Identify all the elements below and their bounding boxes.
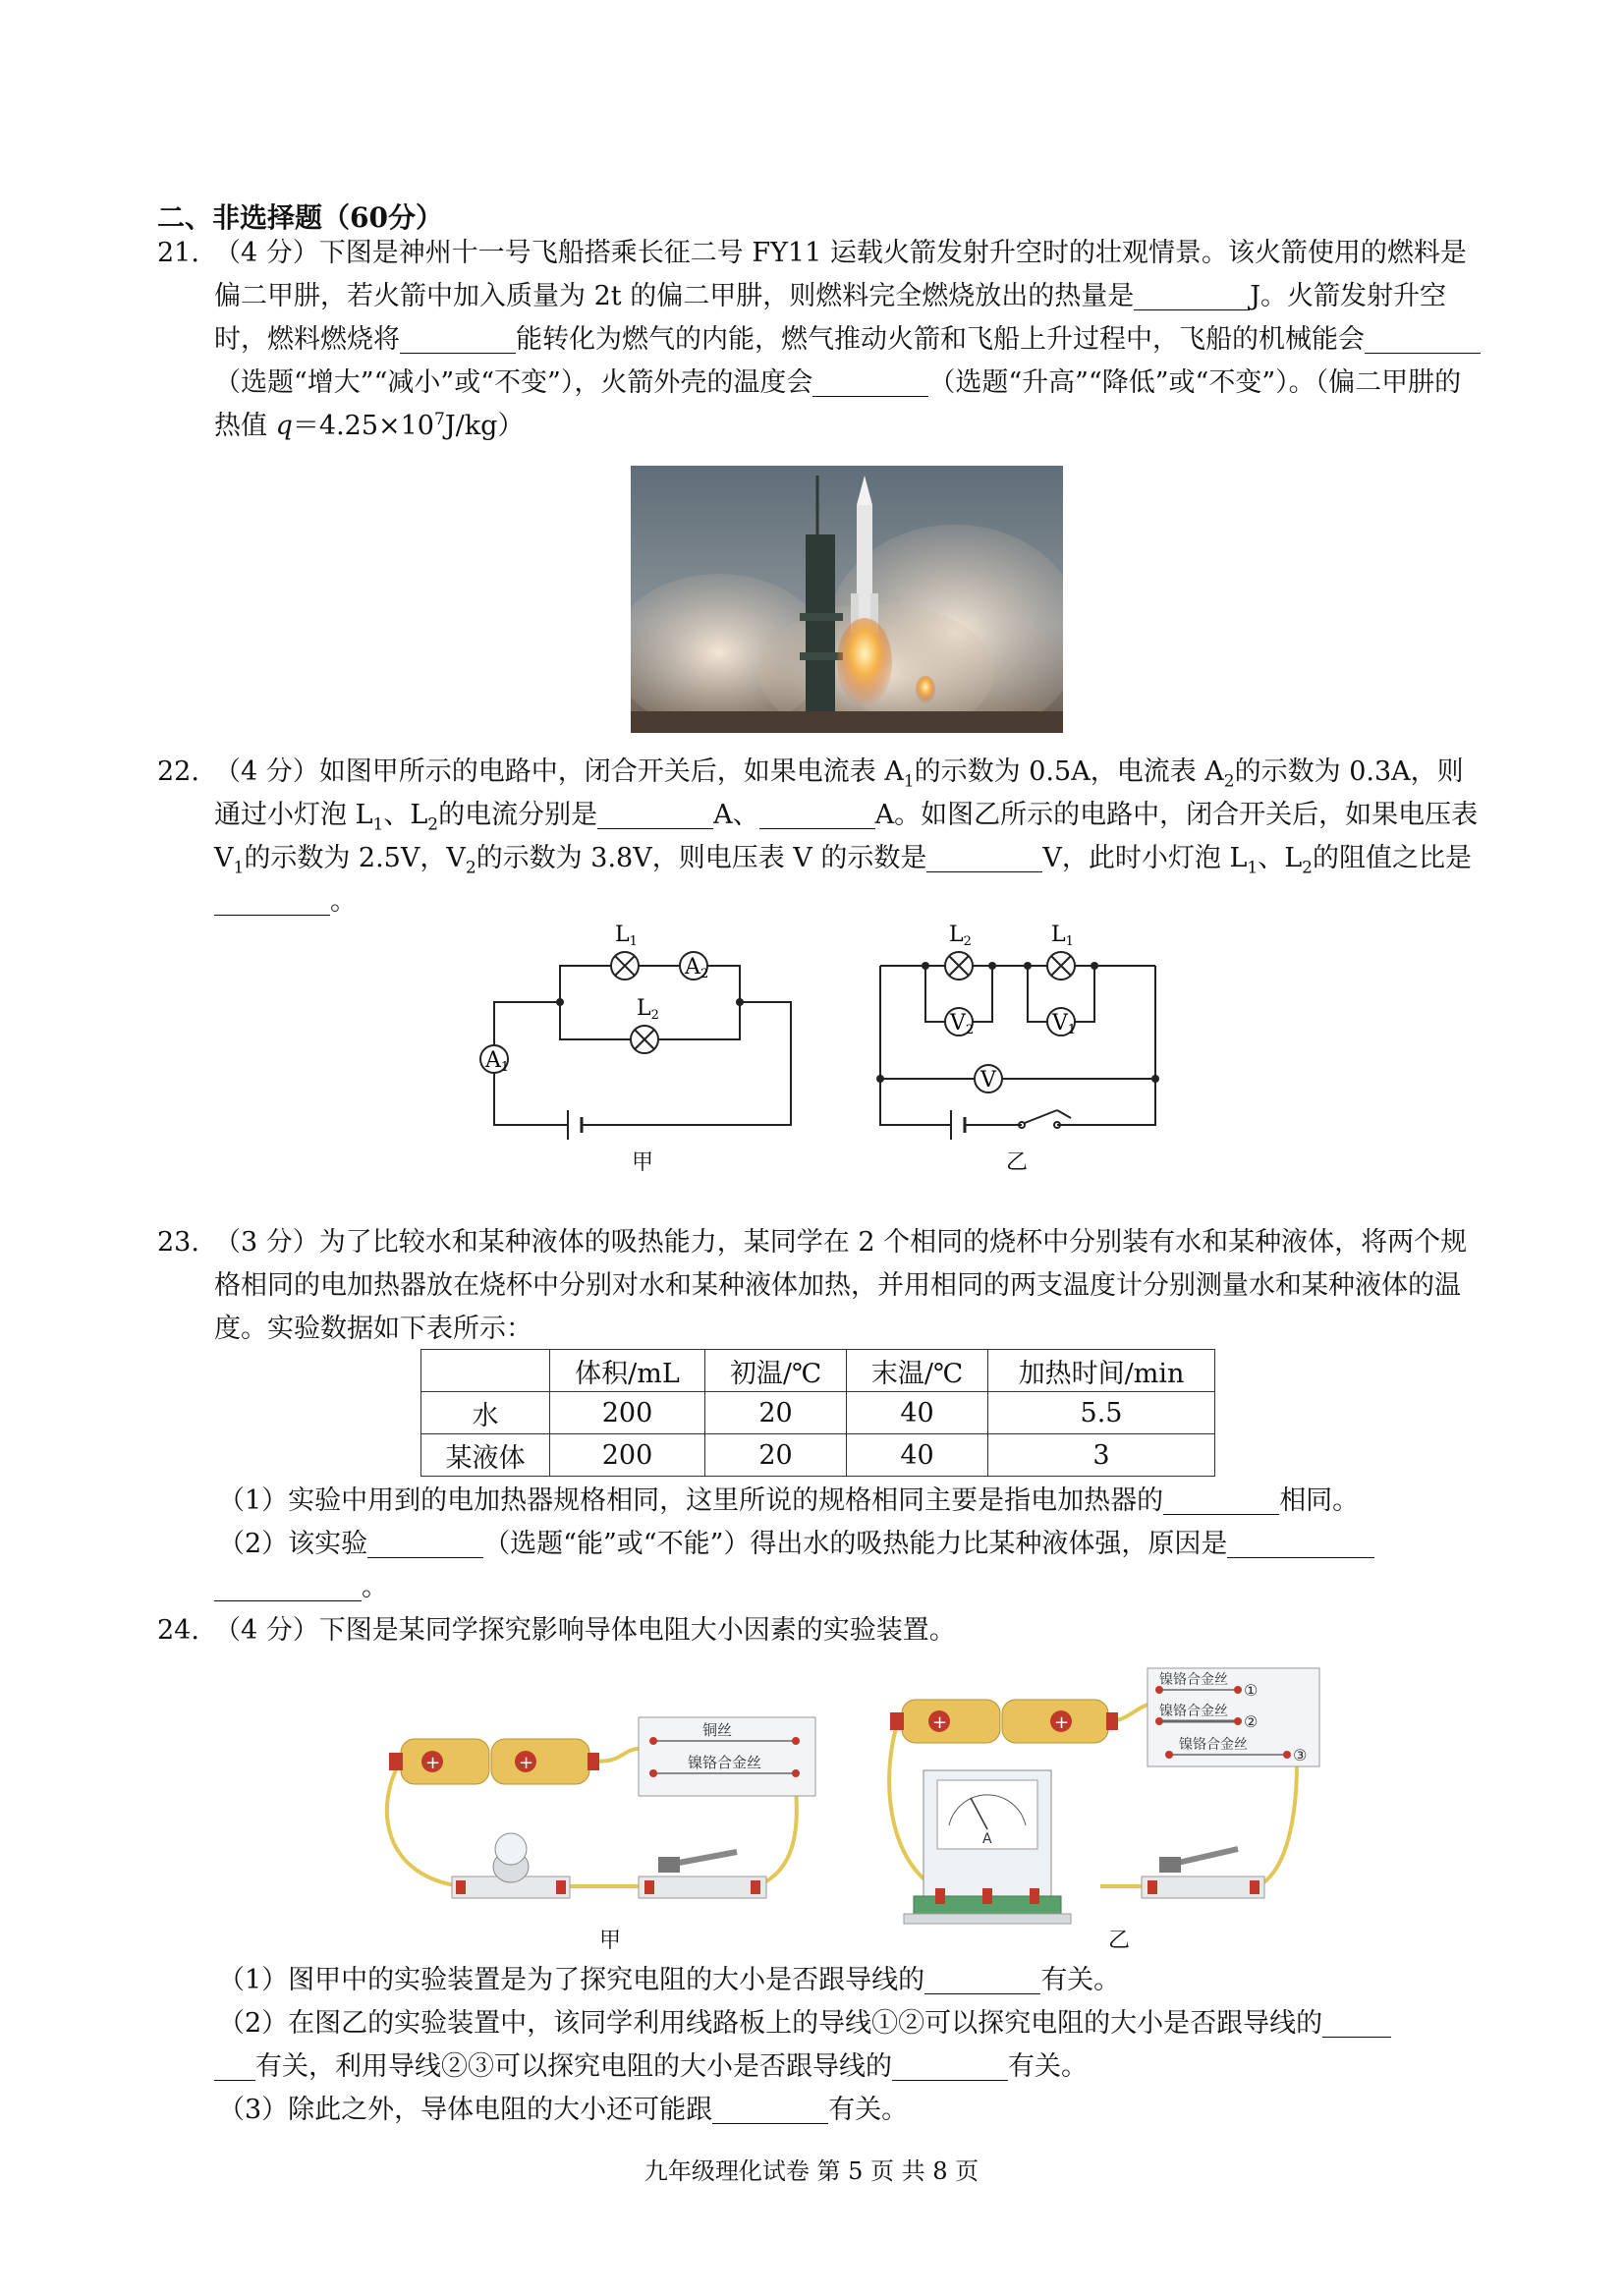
section-title: 二、非选择题（60分） [157, 201, 443, 234]
experiment-data-table [420, 1349, 1215, 1477]
table-cell: 5.5 [988, 1392, 1215, 1434]
q23-sub-2: （2）该实验 （选题“能”或“不能”）得出水的吸热能力比某种液体强，原因是 [218, 1523, 1485, 1566]
table-cell: 40 [847, 1434, 988, 1477]
wire-1-label: 镍铬合金丝 [1159, 1672, 1228, 1688]
question-number: 23. [157, 1227, 199, 1258]
ammeter-A2-label: A2 [685, 955, 709, 981]
q23-sub-2-cont: 。 [214, 1566, 1482, 1609]
rocket-launch-photo [631, 466, 1063, 733]
table-header-row [421, 1350, 1215, 1392]
question-number: 22. [157, 756, 199, 787]
table-cell: 20 [705, 1392, 847, 1434]
wire-2-mark: ② [1244, 1712, 1259, 1731]
question-24 [157, 1609, 1485, 1652]
table-header-cell: 初温/℃ [705, 1350, 847, 1392]
answer-blank[interactable] [1227, 1528, 1374, 1558]
answer-blank[interactable] [926, 842, 1042, 872]
table-cell: 3 [988, 1434, 1215, 1477]
answer-blank[interactable] [892, 2050, 1008, 2081]
svg-text:+: + [425, 1753, 441, 1773]
question-body: （4 分）如图甲所示的电路中，闭合开关后，如果电流表 $A_1$的示数为 0.5A，电流表 $A_2$的示数为 0.3A，则通过小灯泡 $L_1$、$L_2$的电流分别是 A、 A。如图乙所示的电路中，闭合开关后，如果电压表 $V_1$的示数为 2.5V，$V_2$的示数为 3.8V，则电压表 V 的示数是 V，此时小灯泡 $L_1$、$L_2$的阻值之比是。 [214, 756, 1479, 917]
answer-blank[interactable] [597, 799, 713, 829]
table-row [421, 1434, 1215, 1477]
answer-blank[interactable] [400, 323, 516, 354]
answer-blank[interactable] [1134, 280, 1250, 310]
voltmeter-V1-label: V1 [1052, 1011, 1077, 1037]
wire-2-label: 镍铬合金丝 [1159, 1704, 1228, 1719]
apparatus-yi [884, 1660, 1326, 1926]
q24-sub-2: （2）在图乙的实验装置中，该同学利用线路板上的导线①②可以探究电阻的大小是否跟导线的 [218, 2002, 1485, 2045]
table-cell: 水 [421, 1392, 550, 1434]
table-cell: 20 [705, 1434, 847, 1477]
table-cell: 40 [847, 1392, 988, 1434]
table-cell: 200 [550, 1434, 705, 1477]
svg-text:+: + [932, 1712, 948, 1733]
svg-text:+: + [1054, 1712, 1070, 1733]
answer-blank[interactable] [1365, 323, 1481, 354]
lamp-L2-label: L2 [949, 923, 972, 949]
copper-wire-label: 铜丝 [702, 1721, 733, 1739]
svg-text:+: + [519, 1753, 534, 1773]
answer-blank[interactable] [367, 1528, 483, 1558]
answer-blank[interactable] [924, 1964, 1040, 1994]
lamp-L1-label: L1 [1051, 923, 1074, 949]
answer-blank[interactable] [759, 799, 875, 829]
question-22 [157, 751, 1485, 924]
question-body: （3 分）为了比较水和某种液体的吸热能力，某同学在 2 个相同的烧杯中分别装有水和某种液体，将两个规格相同的电加热器放在烧杯中分别对水和某种液体加热，并用相同的两支温度计分别测量水和某种液体的温度。实验数据如下表所示： [214, 1227, 1468, 1344]
voltmeter-V-label: V [980, 1068, 996, 1092]
ammeter-label: A [982, 1831, 992, 1847]
table-cell: 200 [550, 1392, 705, 1434]
table-header-cell: 末温/℃ [847, 1350, 988, 1392]
ammeter-A1-label: A1 [485, 1048, 510, 1075]
table-cell: 某液体 [421, 1434, 550, 1477]
question-21 [157, 232, 1485, 448]
table-header-cell: 加热时间/min [988, 1350, 1215, 1392]
table-header-cell: 体积/mL [550, 1350, 705, 1392]
voltmeter-V2-label: V2 [950, 1011, 975, 1037]
answer-blank[interactable] [214, 2050, 255, 2081]
table-row [421, 1392, 1215, 1434]
wire-1-mark: ① [1244, 1681, 1259, 1700]
figure-label-jia: 甲 [632, 1150, 654, 1175]
figure-label-yi: 乙 [1006, 1150, 1029, 1175]
answer-blank[interactable] [214, 1571, 362, 1601]
lamp-L2-label: L2 [637, 996, 659, 1023]
q23-sub-1: （1）实验中用到的电加热器规格相同，这里所说的规格相同主要是指电加热器的 相同。 [218, 1485, 1360, 1516]
nichrome-wire-label: 镍铬合金丝 [688, 1754, 762, 1771]
answer-blank[interactable] [1163, 1484, 1279, 1515]
question-23 [157, 1221, 1485, 1351]
figure-label-jia: 甲 [599, 1929, 622, 1953]
lamp-L1-label: L1 [615, 923, 638, 949]
question-number: 21. [157, 238, 199, 268]
question-number: 24. [157, 1615, 199, 1646]
wire-3-mark: ③ [1293, 1746, 1308, 1764]
answer-blank[interactable] [214, 885, 330, 916]
answer-blank[interactable] [1322, 2007, 1391, 2038]
answer-blank[interactable] [712, 2094, 828, 2124]
question-body: （4 分）下图是神州十一号飞船搭乘长征二号 FY11 运载火箭发射升空时的壮观情景。该火箭使用的燃料是偏二甲肼，若火箭中加入质量为 2t 的偏二甲肼，则燃料完全燃烧放出的热量是 J。火箭发射升空时，燃料燃烧将 能转化为燃气的内能，燃气推动火箭和飞船上升过程中，飞船的机械能会（选题“增大”“减小”或“不变”），火箭外壳的温度会 （选题“升高”“降低”或“不变”）。（偏二甲肼的热值 $q=4.25\times 10^7J/kg$） [214, 232, 1485, 448]
table-header-cell [421, 1350, 550, 1392]
page-footer: 九年级理化试卷 第 5 页 共 8 页 [644, 2157, 979, 2185]
figure-label-yi: 乙 [1108, 1929, 1131, 1953]
apparatus-jia [373, 1690, 835, 1916]
wire-3-label: 镍铬合金丝 [1179, 1737, 1248, 1753]
circuit-diagram-yi [865, 914, 1169, 1140]
question-body: （4 分）下图是某同学探究影响导体电阻大小因素的实验装置。 [214, 1615, 956, 1646]
q24-sub-3: （3）除此之外，导体电阻的大小还可能跟 有关。 [218, 2095, 909, 2125]
q24-sub-2-cont: 有关，利用导线②③可以探究电阻的大小是否跟导线的 有关。 [214, 2045, 1482, 2089]
q24-sub-1: （1）图甲中的实验装置是为了探究电阻的大小是否跟导线的 有关。 [218, 1965, 1121, 1995]
answer-blank[interactable] [812, 366, 928, 397]
circuit-diagram-jia [462, 914, 806, 1140]
